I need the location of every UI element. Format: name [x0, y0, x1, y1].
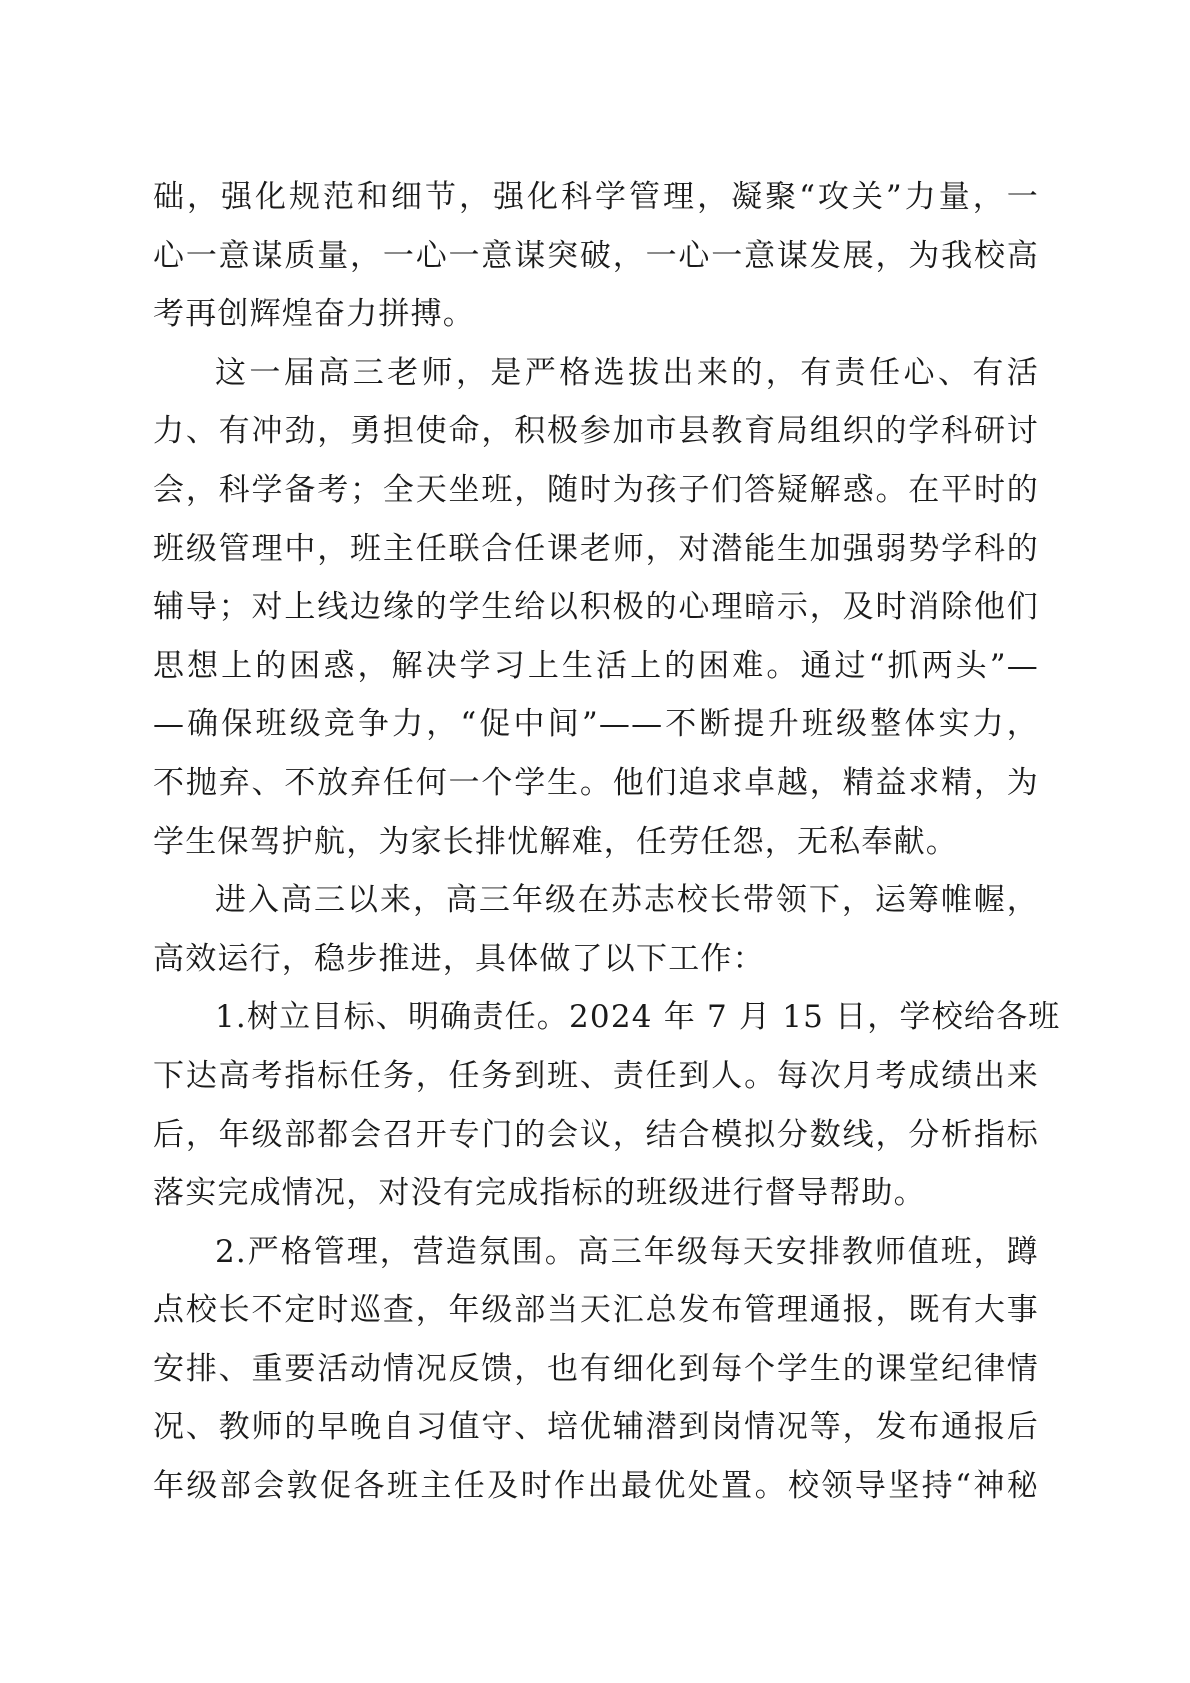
text-line: 会，科学备考；全天坐班，随时为孩子们答疑解惑。在平时的 — [153, 471, 1039, 508]
body-text — [153, 168, 1061, 1516]
text-line: 进入高三以来，高三年级在苏志校长带领下，运筹帷幄， — [215, 882, 1039, 919]
text-line: 础，强化规范和细节，强化科学管理，凝聚“攻关”力量，一 — [153, 179, 1039, 215]
text-line: 不抛弃、不放弃任何一个学生。他们追求卓越，精益求精，为 — [153, 764, 1039, 801]
text-line: 高效运行，稳步推进，具体做了以下工作： — [153, 940, 765, 977]
text-line: 考再创辉煌奋力拼搏。 — [153, 296, 475, 333]
paragraph — [153, 168, 1039, 344]
text-line: 班级管理中，班主任联合任课老师，对潜能生加强弱势学科的 — [153, 530, 1039, 567]
text-line: 1.树立目标、明确责任。2024 年 7 月 15 日，学校给各班 — [215, 999, 1061, 1036]
text-line: 2.严格管理，营造氛围。高三年级每天安排教师值班，蹲 — [215, 1233, 1039, 1270]
text-line: —确保班级竞争力，“促中间”——不断提升班级整体实力， — [153, 706, 1039, 743]
paragraph — [153, 344, 1039, 871]
paragraph — [153, 1223, 1039, 1516]
text-line: 况、教师的早晚自习值守、培优辅潜到岗情况等，发布通报后 — [153, 1409, 1039, 1446]
text-line: 下达高考指标任务，任务到班、责任到人。每次月考成绩出来 — [153, 1057, 1039, 1094]
text-line: 心一意谋质量，一心一意谋突破，一心一意谋发展，为我校高 — [153, 237, 1039, 274]
text-line: 力、有冲劲，勇担使命，积极参加市县教育局组织的学科研讨 — [153, 413, 1039, 450]
paragraph — [153, 988, 1061, 1222]
text-line: 落实完成情况，对没有完成指标的班级进行督导帮助。 — [153, 1175, 926, 1212]
text-line: 思想上的困惑，解决学习上生活上的困难。通过“抓两头”— — [153, 647, 1039, 684]
text-line: 辅导；对上线边缘的学生给以积极的心理暗示，及时消除他们 — [153, 589, 1039, 626]
text-line: 安排、重要活动情况反馈，也有细化到每个学生的课堂纪律情 — [153, 1350, 1039, 1387]
paragraph — [153, 871, 1039, 988]
text-line: 后，年级部都会召开专门的会议，结合模拟分数线，分析指标 — [153, 1116, 1039, 1153]
text-line: 年级部会敦促各班主任及时作出最优处置。校领导坚持“神秘 — [153, 1468, 1039, 1505]
text-line: 点校长不定时巡查，年级部当天汇总发布管理通报，既有大事 — [153, 1292, 1039, 1329]
text-line: 这一届高三老师，是严格选拔出来的，有责任心、有活 — [215, 354, 1039, 391]
text-line: 学生保驾护航，为家长排忧解难，任劳任怨，无私奉献。 — [153, 823, 958, 860]
